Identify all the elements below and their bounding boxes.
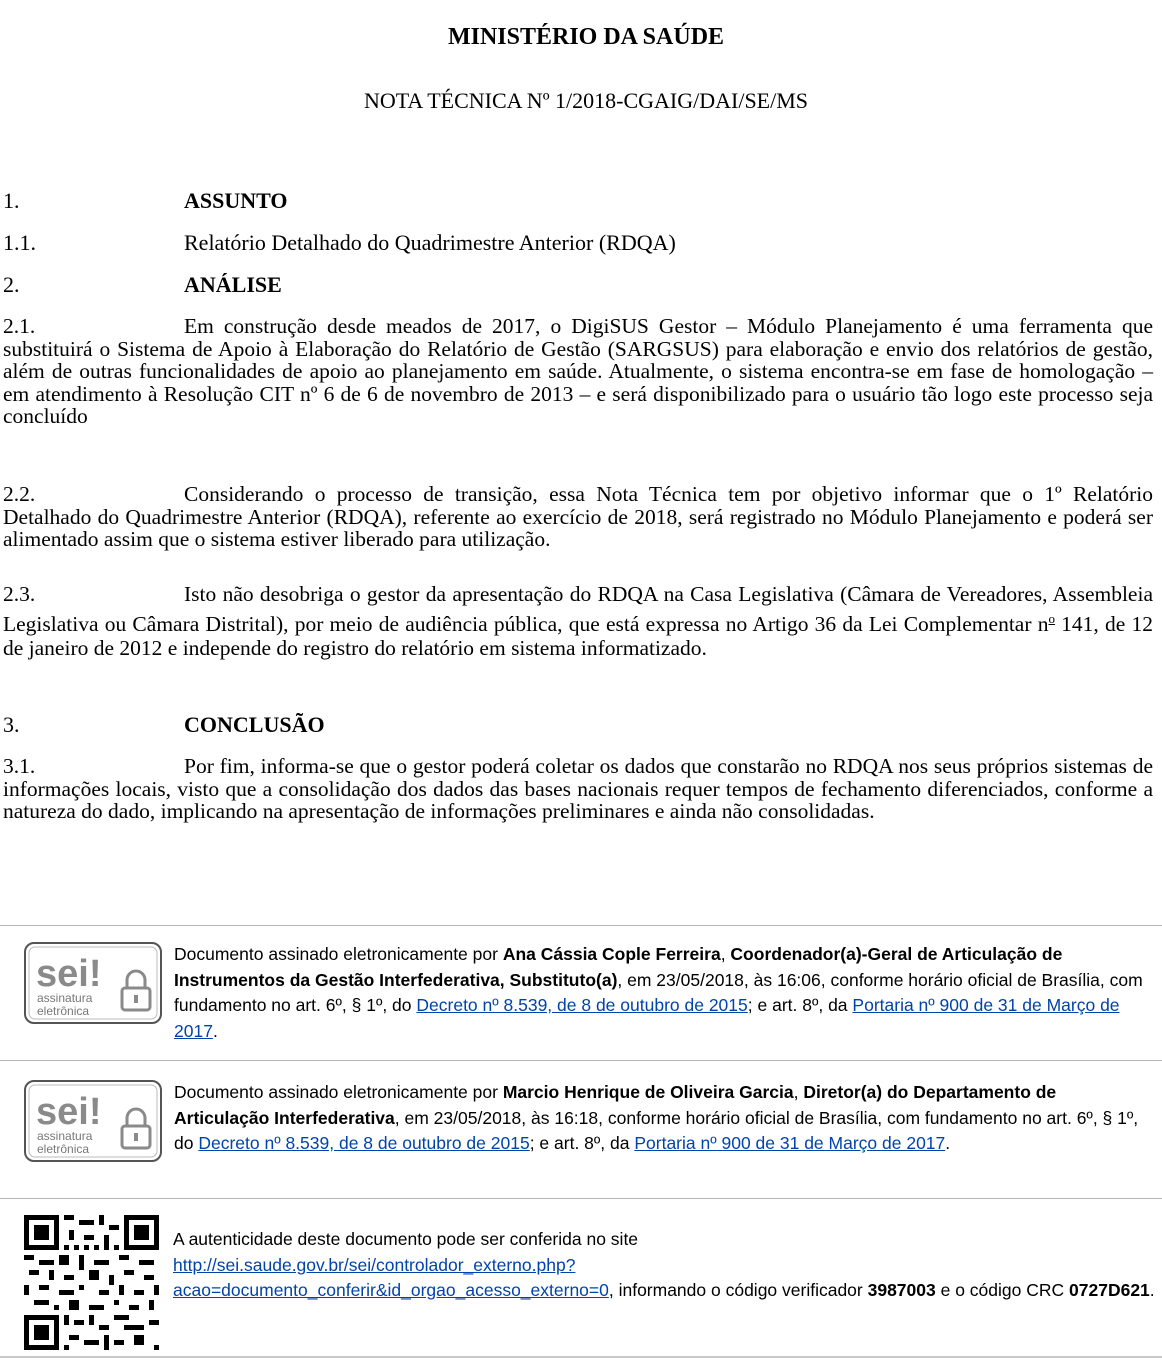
signer-name: Ana Cássia Cople Ferreira	[502, 944, 721, 964]
section-heading-conclusao	[3, 712, 325, 738]
signature-end: .	[212, 1020, 218, 1041]
signature-end: .	[945, 1133, 951, 1153]
decree-link[interactable]: Decreto nº 8.539, de 8 de outubro de 2015	[416, 995, 748, 1015]
section-number: 3.	[3, 712, 20, 737]
verification-code: 3987003	[867, 1280, 936, 1300]
paragraph-2-2	[3, 483, 1153, 551]
separator: ,	[793, 1082, 804, 1102]
section-title: CONCLUSÃO	[184, 712, 325, 737]
sei-signature-seal	[24, 942, 164, 1026]
signature-prefix: Documento assinado eletronicamente por	[174, 944, 503, 964]
svg-text:sei!: sei!	[36, 953, 102, 995]
superscript-o: o	[1048, 610, 1055, 626]
sei-signature-seal	[24, 1080, 164, 1164]
divider	[0, 1060, 1162, 1061]
paragraph-number: 2.1.	[3, 314, 36, 338]
signer-role: Coordenador(a)-Geral de Articulação de Instrumentos da Gestão Interfederativa, Substituto(a)	[174, 944, 1063, 990]
signature-prefix: Documento assinado eletronicamente por	[174, 1082, 503, 1102]
svg-text:sei!: sei!	[36, 1091, 102, 1133]
portaria-link[interactable]: Portaria nº 900 de 31 de Março de 2017	[174, 995, 1120, 1041]
section-number: 1.	[3, 188, 20, 213]
signature-connector: ; e art. 8º, da	[529, 1133, 635, 1153]
section-title: ASSUNTO	[184, 188, 288, 213]
paragraph-text: Considerando o processo de transição, essa Nota Técnica tem por objetivo informar que o 1º Relatório Detalhado do Quadrimestre Anterior (RDQA), referente ao exercício de 2018, será registrado no Módulo Planejamento e poderá ser alimentado assim que o sistema estiver liberado para utilização.	[3, 482, 1153, 551]
signature-details: , em 23/05/2018, às 16:18, conforme horário oficial de Brasília, com fundamento no art. 6º, § 1º, do	[174, 1107, 1139, 1153]
section-number: 2.	[3, 272, 20, 297]
paragraph-number: 1.1.	[3, 230, 36, 255]
svg-text:assinatura: assinatura	[37, 991, 93, 1005]
crc-code: 0727D621	[1069, 1280, 1150, 1300]
signer-name: Marcio Henrique de Oliveira Garcia	[502, 1082, 794, 1102]
section-heading-assunto	[3, 188, 288, 214]
paragraph-text: Isto não desobriga o gestor da apresentação do RDQA na Casa Legislativa (Câmara de Vereadores, Assembleia Legislativa ou Câmara Distrital), por meio de audiência pública, que está expressa no Artigo 36 da Lei Complementar n	[3, 582, 1153, 636]
divider	[0, 925, 1162, 926]
paragraph-number: 2.2.	[3, 482, 36, 506]
svg-text:assinatura: assinatura	[37, 1129, 93, 1143]
paragraph-number: 3.1.	[3, 754, 36, 778]
paragraph-2-1	[3, 315, 1153, 428]
paragraph-text: Em construção desde meados de 2017, o DigiSUS Gestor – Módulo Planejamento é uma ferramenta que substituirá o Sistema de Apoio à Elaboração do Relatório de Gestão (SARGSUS) para elaboração e envio dos relatórios de gestão, além de outras funcionalidades de apoio ao planejamento em saúde. Atualmente, o sistema encontra-se em fase de homologação – em atendimento à Resolução CIT nº 6 de 6 de novembro de 2013 – e será disponibilizado para o usuário tão logo este processo seja concluído	[3, 314, 1153, 428]
verification-link[interactable]: http://sei.saude.gov.br/sei/controlador_externo.php? acao=documento_conferir&id_orgao_acesso_externo=0	[173, 1254, 609, 1300]
paragraph-number: 2.3.	[3, 582, 36, 606]
paragraph-text-cont: 141, de 12 de janeiro de 2012 e independe do registro do relatório em sistema informatizado.	[3, 611, 1153, 661]
svg-text:eletrônica: eletrônica	[37, 1142, 90, 1156]
authenticity-intro: A autenticidade deste documento pode ser conferida no site	[173, 1229, 639, 1249]
signature-2-text	[174, 1080, 1154, 1157]
section-title: ANÁLISE	[184, 272, 282, 297]
signature-1-text	[174, 942, 1154, 1044]
section-heading-analise	[3, 272, 282, 298]
divider	[0, 1356, 1162, 1358]
authenticity-end: .	[1149, 1280, 1155, 1300]
paragraph-3-1	[3, 755, 1153, 823]
divider	[0, 1198, 1162, 1199]
decree-link[interactable]: Decreto nº 8.539, de 8 de outubro de 2015	[198, 1133, 530, 1153]
paragraph-text: Relatório Detalhado do Quadrimestre Anterior (RDQA)	[184, 230, 676, 255]
ministry-title: MINISTÉRIO DA SAÚDE	[447, 24, 725, 50]
authenticity-connector: e o código CRC	[935, 1280, 1070, 1300]
signer-role: Diretor(a) do Departamento de Articulação Interfederativa	[174, 1082, 1057, 1128]
paragraph-2-3	[3, 582, 1153, 661]
portaria-link[interactable]: Portaria nº 900 de 31 de Março de 2017	[634, 1133, 946, 1153]
paragraph-1-1	[3, 230, 676, 256]
paragraph-text: Por fim, informa-se que o gestor poderá coletar os dados que constarão no RDQA nos seus próprios sistemas de informações locais, visto que a consolidação dos dados das bases nacionais requer tempos de fechamento diferenciados, conforme a natureza do dado, implicando na apresentação de informações preliminares e ainda não consolidadas.	[3, 754, 1153, 823]
signature-details: , em 23/05/2018, às 16:06, conforme horário oficial de Brasília, com fundamento no art. 6º, § 1º, do	[174, 969, 1143, 1015]
authenticity-text	[173, 1227, 1158, 1304]
authenticity-connector: , informando o código verificador	[608, 1280, 868, 1300]
separator: ,	[720, 944, 731, 964]
svg-text:eletrônica: eletrônica	[37, 1004, 90, 1018]
signature-connector: ; e art. 8º, da	[747, 995, 853, 1015]
qr-code	[24, 1215, 159, 1350]
document-number: NOTA TÉCNICA Nº 1/2018-CGAIG/DAI/SE/MS	[363, 88, 809, 113]
